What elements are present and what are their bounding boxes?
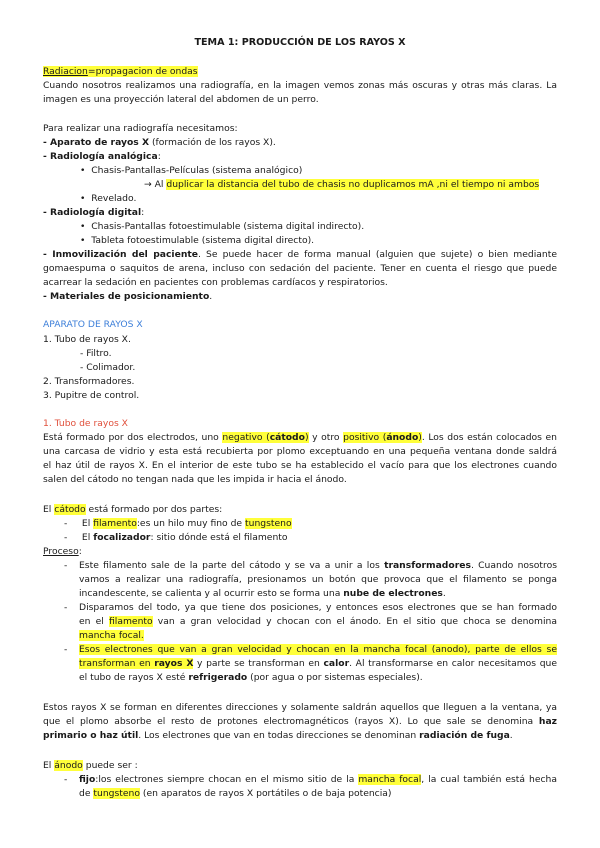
tube-paragraph-line: el haz útil de rayos X. En el interior de este tubo se ha establecido el vacío para que los electrones cuando xyxy=(43,460,557,471)
intro-paragraph-line: imagen es una proyección lateral del abdomen de un perro. xyxy=(43,94,319,105)
requirement-item: - Aparato de rayos X (formación de los rayos X). xyxy=(43,137,276,148)
tube-paragraph-line: salen del cátodo no tengan nada que les impida ir hacia el ánodo. xyxy=(43,474,347,485)
process-line: incandescente, se calienta y al ocurrir esto se forma una nube de electrones. xyxy=(79,588,446,599)
requirement-item: - Radiología analógica: xyxy=(43,151,161,162)
process-line: Esos electrones que van a gran velocidad y chocan en la mancha focal (anodo), parte de ellos se xyxy=(79,644,557,655)
apparatus-list-item: 3. Pupitre de control. xyxy=(43,390,140,401)
intro-paragraph-line: Cuando nosotros realizamos una radiografía, en la imagen vemos zonas más oscuras y otras más claras. La xyxy=(43,80,557,91)
sub-item: • Chasis-Pantallas fotoestimulable (sistema digital indirecto). xyxy=(80,221,365,232)
page-title: TEMA 1: PRODUCCIÓN DE LOS RAYOS X xyxy=(194,37,406,48)
anode-bullet: - xyxy=(64,774,68,785)
anode-lead: El ánodo puede ser : xyxy=(43,760,138,771)
requirement-item: - Radiología digital: xyxy=(43,207,145,218)
requirements-heading: Para realizar una radiografía necesitamos: xyxy=(43,123,238,134)
anode-type-item: fijo:los electrones siempre chocan en el mismo sitio de la mancha focal, la cual también está hecha xyxy=(79,774,557,785)
subsection-heading: 1. Tubo de rayos X xyxy=(43,418,128,429)
apparatus-list-item: 1. Tubo de rayos X. xyxy=(43,334,131,345)
process-line: Disparamos del todo, ya que tiene dos posiciones, y entonces esos electrones que se han formado xyxy=(79,602,557,613)
apparatus-sub-item: - Filtro. xyxy=(80,348,112,359)
requirement-item: - Materiales de posicionamiento. xyxy=(43,291,213,302)
process-line: el tubo de rayos X esté refrigerado (por agua o por sistemas especiales). xyxy=(79,672,423,683)
process-line: Este filamento sale de la parte del cátodo y se va a unir a los transformadores. Cuando nosotros xyxy=(79,560,558,571)
sub-item: • Revelado. xyxy=(80,193,137,204)
apparatus-sub-item: - Colimador. xyxy=(80,362,136,373)
process-line: vamos a realizar una radiografía, presionamos un botón que provoca que el filamento se ponga xyxy=(79,574,557,585)
radiation-definition-text: =propagacion de ondas xyxy=(87,66,198,77)
process-bullet: - xyxy=(64,644,68,655)
anode-type-line: de tungsteno (en aparatos de rayos X portátiles o de baja potencia) xyxy=(79,788,392,799)
cathode-part-item: - El focalizador: sitio dónde está el filamento xyxy=(64,532,288,543)
arrow-note: → Al duplicar la distancia del tubo de chasis no duplicamos mA ,ni el tiempo ni ambos xyxy=(144,179,540,190)
tube-paragraph-line: una carcasa de vidrio y esta está recubierta por plomo exceptuando en una pequeña ventana donde saldrá xyxy=(43,446,557,457)
cathode-lead: El cátodo está formado por dos partes: xyxy=(43,504,223,515)
process-line: mancha focal. xyxy=(79,630,144,641)
cathode-part-item: - El filamento:es un hilo muy fino de tungsteno xyxy=(64,518,292,529)
requirement-line: gomaespuma o saquitos de arena, incluso con sedación del paciente. Tener en cuenta el riesgo que puede xyxy=(43,263,557,274)
process-label: Proceso: xyxy=(43,546,82,557)
process-line: en el filamento van a gran velocidad y chocan con el ánodo. En el sitio que choca se denomina xyxy=(79,616,557,627)
process-line: transforman en rayos X y parte se transforman en calor. Al transformarse en calor necesitamos que xyxy=(79,658,558,669)
section-heading: APARATO DE RAYOS X xyxy=(43,319,143,330)
rays-paragraph-line: que el plomo absorbe el resto de protones electromagnéticos (rayos X). Lo que sale se denomina haz xyxy=(43,716,557,727)
process-bullet: - xyxy=(64,560,68,571)
radiation-definition xyxy=(43,65,198,78)
tube-paragraph-line: Está formado por dos electrodos, uno negativo (cátodo) y otro positivo (ánodo). Los dos están colocados en xyxy=(43,432,557,443)
rays-paragraph-line: primario o haz útil. Los electrones que van en todas direcciones se denominan radiación de fuga. xyxy=(43,730,513,741)
sub-item: • Chasis-Pantallas-Películas (sistema analógico) xyxy=(80,165,303,176)
radiation-term: Radiacion xyxy=(43,66,88,77)
rays-paragraph-line: Estos rayos X se forman en diferentes direcciones y solamente saldrán aquellos que lleguen a la ventana, ya xyxy=(43,702,557,713)
requirement-item: - Inmovilización del paciente. Se puede hacer de forma manual (alguien que sujete) o bien mediante xyxy=(43,249,557,260)
sub-item: • Tableta fotoestimulable (sistema digital directo). xyxy=(80,235,315,246)
requirement-line: acarrear la sedación en pacientes con problemas cardíacos y respiratorios. xyxy=(43,277,388,288)
process-bullet: - xyxy=(64,602,68,613)
apparatus-list-item: 2. Transformadores. xyxy=(43,376,135,387)
